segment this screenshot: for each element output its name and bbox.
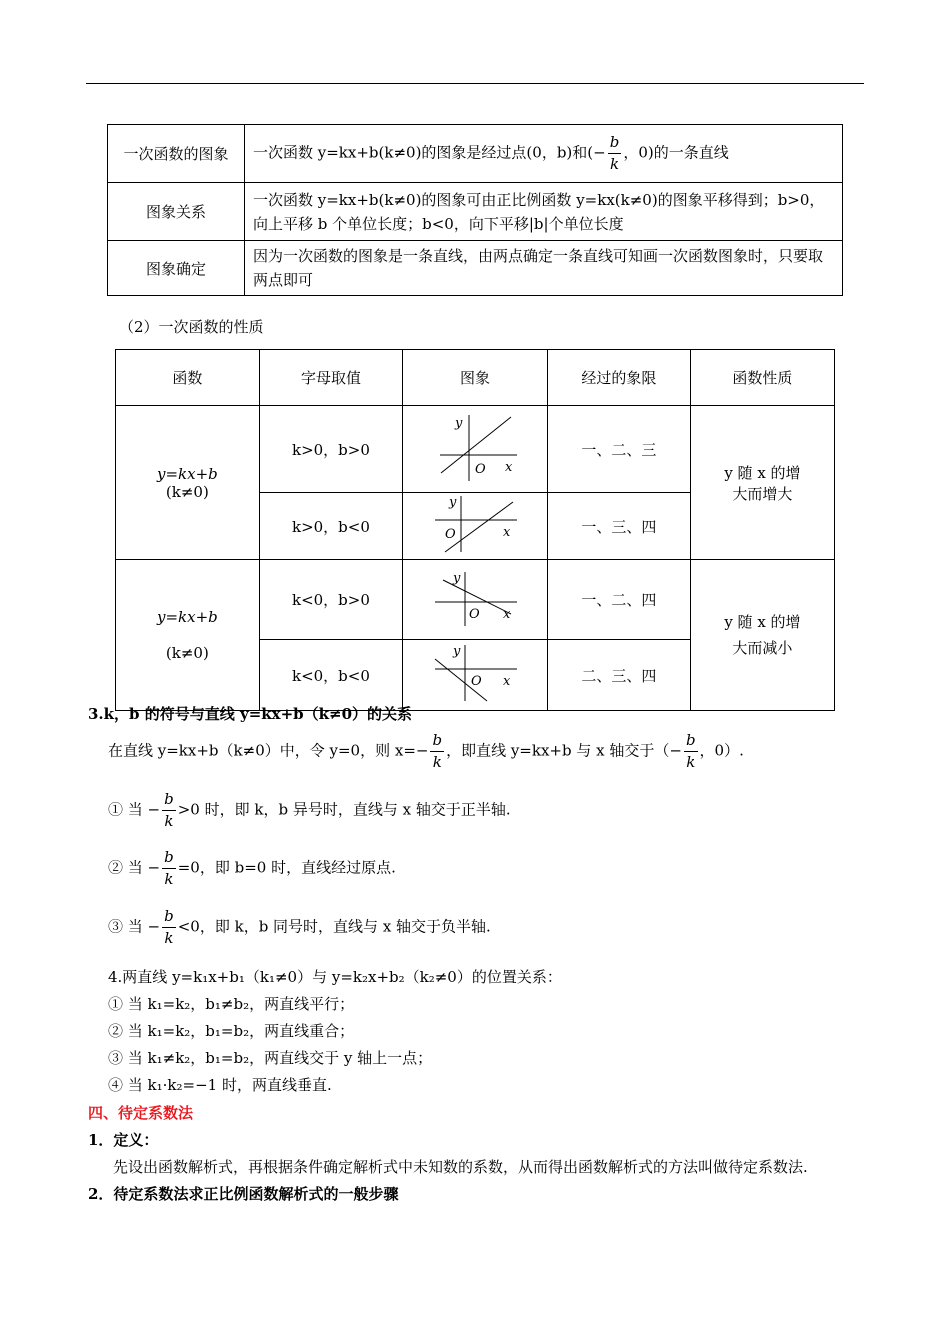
quadrants-cell: 一、三、四 xyxy=(547,493,690,560)
case-2: ② 当 − $\frac{b}{k}$ =0，即 b=0 时，直线经过原点. xyxy=(108,848,396,888)
header-rule xyxy=(86,83,864,84)
graph-k-neg-b-neg xyxy=(425,641,525,705)
header-cell: 函数性质 xyxy=(690,350,834,406)
header-cell: 经过的象限 xyxy=(547,350,690,406)
svg-text:O: O xyxy=(475,462,486,477)
values-cell: k<0，b>0 xyxy=(259,560,402,640)
graph-cell xyxy=(403,560,548,640)
svg-text:x: x xyxy=(505,460,513,475)
relation-item: ② 当 k₁=k₂，b₁=b₂，两直线重合； xyxy=(108,1022,355,1040)
fraction: $\frac{b}{k}$ xyxy=(164,790,174,830)
graph-k-pos-b-neg xyxy=(425,494,525,554)
graph-k-neg-b-pos xyxy=(425,566,525,630)
svg-text:x: x xyxy=(503,525,511,540)
relation-item: ③ 当 k₁≠k₂，b₁=b₂，两直线交于 y 轴上一点； xyxy=(108,1049,433,1067)
row-content: 一次函数 y=kx+b(k≠0)的图象可由正比例函数 y=kx(k≠0)的图象平移得到；b>0，向上平移 b 个单位长度；b<0，向下平移|b|个单位长度 xyxy=(245,183,843,241)
svg-text:O: O xyxy=(445,527,456,542)
definition-text: 先设出函数解析式，再根据条件确定解析式中未知数的系数，从而得出函数解析式的方法叫做待定系数法. xyxy=(113,1158,808,1176)
svg-text:x: x xyxy=(503,674,511,689)
values-cell: k>0，b>0 xyxy=(259,406,402,493)
case-1: ① 当 − $\frac{b}{k}$ >0 时，即 k，b 异号时，直线与 x 轴交于正半轴. xyxy=(108,790,511,830)
quadrants-cell: 二、三、四 xyxy=(547,640,690,711)
fraction: $\frac{b}{k}$ xyxy=(164,907,174,947)
function-cell: y=kx+b (k≠0) xyxy=(116,406,260,560)
row-content: 一次函数 y=kx+b(k≠0)的图象是经过点(0，b)和(− $\frac{b}{k}$ ，0)的一条直线 xyxy=(245,125,843,183)
properties-table xyxy=(115,349,835,711)
section3-intro: 在直线 y=kx+b（k≠0）中，令 y=0，则 x=− $\frac{b}{k}$ ，即直线 y=kx+b 与 x 轴交于（− $\frac{b}{k}$ ，0）. xyxy=(108,731,744,771)
steps-title: 2．待定系数法求正比例函数解析式的一般步骤 xyxy=(88,1185,399,1203)
svg-text:O: O xyxy=(471,674,482,689)
property-cell: y 随 x 的增大而增大 xyxy=(690,406,834,560)
svg-text:y: y xyxy=(453,570,461,586)
relation-item: ④ 当 k₁·k₂=−1 时，两直线垂直. xyxy=(108,1076,332,1094)
quadrants-cell: 一、二、三 xyxy=(547,406,690,493)
svg-text:O: O xyxy=(469,606,480,622)
row-content: 因为一次函数的图象是一条直线，由两点确定一条直线可知画一次函数图象时，只要取两点即可 xyxy=(245,241,843,296)
values-cell: k<0，b<0 xyxy=(259,640,402,711)
svg-text:y: y xyxy=(449,495,457,510)
fraction: $\frac{b}{k}$ xyxy=(432,731,443,771)
header-cell: 图象 xyxy=(403,350,548,406)
definition-title: 1．定义： xyxy=(88,1131,159,1149)
property-cell: y 随 x 的增大而减小 xyxy=(690,560,834,711)
fraction: $\frac{b}{k}$ xyxy=(164,848,174,888)
fraction: $\frac{b}{k}$ xyxy=(685,731,696,771)
section4-title: 4.两直线 y=k₁x+b₁（k₁≠0）与 y=k₂x+b₂（k₂≠0）的位置关系： xyxy=(108,968,562,986)
fraction: $\frac{b}{k}$ xyxy=(609,133,620,173)
graph-table xyxy=(107,124,843,296)
svg-text:x: x xyxy=(503,606,511,622)
header-cell: 字母取值 xyxy=(259,350,402,406)
graph-cell xyxy=(403,406,548,493)
graph-cell xyxy=(403,493,548,560)
row-head: 图象关系 xyxy=(108,183,245,241)
svg-text:y: y xyxy=(455,416,463,431)
row-head: 一次函数的图象 xyxy=(108,125,245,183)
header-cell: 函数 xyxy=(116,350,260,406)
case-3: ③ 当 − $\frac{b}{k}$ <0，即 k，b 同号时，直线与 x 轴交于负半轴. xyxy=(108,907,491,947)
section-title: （2）一次函数的性质 xyxy=(119,318,264,336)
row-head: 图象确定 xyxy=(108,241,245,296)
svg-text:y: y xyxy=(453,644,461,659)
graph-k-pos-b-pos xyxy=(425,407,525,487)
relation-item: ① 当 k₁=k₂，b₁≠b₂，两直线平行； xyxy=(108,995,355,1013)
section3-title: 3.k，b 的符号与直线 y=kx+b（k≠0）的关系 xyxy=(88,705,413,723)
function-cell: y=kx+b (k≠0) xyxy=(116,560,260,711)
graph-cell xyxy=(403,640,548,711)
values-cell: k>0，b<0 xyxy=(259,493,402,560)
section5-title: 四、待定系数法 xyxy=(88,1104,194,1122)
quadrants-cell: 一、二、四 xyxy=(547,560,690,640)
